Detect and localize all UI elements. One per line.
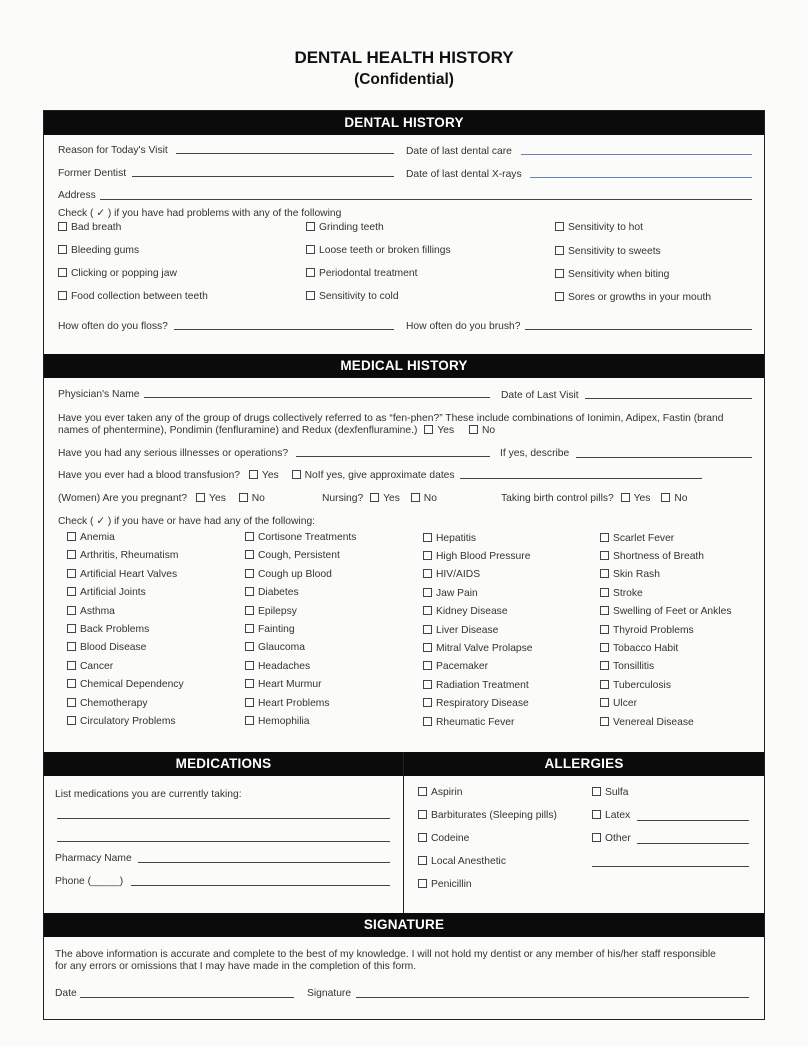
checkbox[interactable] [423,661,432,670]
condition-item[interactable] [600,660,654,673]
dental-problem-item[interactable]: Bleeding gums [58,244,139,257]
condition-item[interactable] [245,678,322,691]
condition-label: Tobacco Habit [613,642,679,654]
checkbox[interactable] [245,569,254,578]
condition-item[interactable] [67,623,149,636]
checkbox[interactable] [555,269,564,278]
checkbox[interactable] [423,643,432,652]
condition-item[interactable] [245,641,305,654]
phone-label: Phone (_____) [55,876,124,887]
checkbox[interactable] [423,625,432,634]
condition-label: Back Problems [80,624,150,635]
allergy-item[interactable]: Sulfa [592,786,628,799]
section-divider [403,752,404,913]
condition-item[interactable] [423,605,508,618]
birth-control-question: Taking birth control pills? Yes No [501,493,688,504]
condition-label: Tonsillitis [613,661,655,673]
date-field[interactable] [80,997,294,998]
condition-item[interactable] [245,549,340,562]
condition-item[interactable] [245,568,332,581]
checkbox[interactable] [592,810,601,819]
allergy-item[interactable]: Other [592,832,631,845]
condition-label: Mitral Valve Prolapse [436,642,533,654]
checkbox[interactable] [58,222,67,231]
condition-item[interactable] [67,715,176,728]
condition-item[interactable] [600,587,643,600]
phone-field[interactable] [131,885,390,886]
condition-label: Cough up Blood [258,568,332,580]
pharmacy-field[interactable] [138,862,390,863]
condition-label: Glaucoma [258,642,305,654]
birth-control-yes-checkbox[interactable] [621,493,630,502]
checkbox[interactable] [600,643,609,652]
condition-label: Heart Problems [258,697,330,709]
condition-label: Venereal Disease [613,716,694,728]
conditions-check-prompt: Check ( ✓ ) if you have or have had any of the following: [58,516,316,527]
checkbox[interactable] [600,533,609,542]
checkbox[interactable] [418,787,427,796]
condition-label: Headaches [258,660,311,672]
condition-item[interactable] [423,642,533,655]
condition-item[interactable] [67,605,115,618]
checkbox[interactable] [423,717,432,726]
condition-label: Thyroid Problems [613,624,694,636]
last-xray-field[interactable] [530,177,752,178]
condition-item[interactable] [245,531,356,544]
condition-label: Chemotherapy [80,697,148,709]
condition-item[interactable] [67,641,146,654]
checkbox[interactable] [67,569,76,578]
checkbox[interactable] [245,587,254,596]
condition-item[interactable] [245,715,310,728]
last-care-field[interactable] [521,154,752,155]
former-dentist-field[interactable] [132,176,394,177]
condition-item[interactable] [600,642,678,655]
pregnant-no-checkbox[interactable] [239,493,248,502]
condition-label: Hepatitis [436,532,477,544]
floss-field[interactable] [174,329,394,330]
brush-field[interactable] [525,329,752,330]
illness-describe-field[interactable] [576,457,752,458]
physician-label: Physician's Name [58,389,140,400]
checkbox[interactable] [418,856,427,865]
last-visit-label: Date of Last Visit [501,390,579,401]
checkbox[interactable] [245,550,254,559]
checkbox[interactable] [306,291,315,300]
nursing-question: Nursing? Yes No [322,493,437,504]
condition-item[interactable] [245,623,295,636]
medications-line-2[interactable] [57,841,390,842]
condition-label: Artificial Joints [80,587,146,599]
latex-field[interactable] [637,820,749,821]
medications-list-label: List medications you are currently taking: [55,789,242,800]
condition-label: Skin Rash [613,569,660,581]
dental-problem-item[interactable]: Sensitivity to sweets [555,245,661,258]
transfusion-question: Have you ever had a blood transfusion? Yes NoIf yes, give approximate dates [58,470,455,481]
signature-header: SIGNATURE [44,913,764,937]
transfusion-yes-checkbox[interactable] [249,470,258,479]
checkbox[interactable] [423,680,432,689]
checkbox[interactable] [600,551,609,560]
date-label: Date [55,988,77,999]
dental-problem-item[interactable]: Loose teeth or broken fillings [306,244,451,257]
checkbox[interactable] [245,642,254,651]
condition-item[interactable] [423,532,476,545]
dental-check-prompt: Check ( ✓ ) if you have had problems with any of the following [58,208,342,219]
condition-label: Stroke [613,587,643,599]
condition-label: Anemia [80,532,115,543]
checkbox[interactable] [418,879,427,888]
dental-problem-item[interactable]: Clicking or popping jaw [58,267,177,280]
checkbox[interactable] [245,532,254,541]
allergies-header: ALLERGIES [404,752,764,776]
pharmacy-label: Pharmacy Name [55,853,132,864]
checkbox[interactable] [418,833,427,842]
condition-item[interactable] [67,697,148,710]
nursing-no-checkbox[interactable] [411,493,420,502]
last-care-label: Date of last dental care [406,146,512,157]
checkbox[interactable] [555,292,564,301]
transfusion-dates-field[interactable] [460,478,702,479]
condition-label: Jaw Pain [436,587,478,599]
condition-item[interactable] [67,660,113,673]
address-field[interactable] [100,199,752,200]
condition-label: Shortness of Breath [613,550,705,562]
checkbox[interactable] [67,661,76,670]
illness-field[interactable] [296,456,490,457]
checkbox[interactable] [306,245,315,254]
checkbox[interactable] [600,717,609,726]
condition-label: Blood Disease [80,642,147,654]
transfusion-no-checkbox[interactable] [292,470,301,479]
checkbox[interactable] [67,532,76,541]
condition-item[interactable] [67,531,115,544]
allergy-item[interactable]: Barbiturates (Sleeping pills) [418,809,557,822]
dental-problem-item[interactable]: Sensitivity to cold [306,290,399,303]
checkbox[interactable] [592,787,601,796]
reason-label: Reason for Today's Visit [58,145,168,156]
condition-label: Fainting [258,624,295,635]
condition-label: Artificial Heart Valves [80,568,178,580]
condition-label: Ulcer [613,698,638,710]
checkbox[interactable] [423,533,432,542]
other-allergy-field-2[interactable] [592,866,749,867]
condition-item[interactable] [423,624,498,637]
checkbox[interactable] [423,698,432,707]
condition-label: HIV/AIDS [436,569,481,581]
condition-item[interactable] [600,679,671,692]
checkbox[interactable] [306,222,315,231]
checkbox[interactable] [67,642,76,651]
medications-line-1[interactable] [57,818,390,819]
medical-history-header: MEDICAL HISTORY [44,354,764,378]
condition-item[interactable] [423,697,529,710]
last-visit-field[interactable] [585,398,752,399]
checkbox[interactable] [67,716,76,725]
pregnant-question: (Women) Are you pregnant? Yes No [58,493,265,504]
checkbox[interactable] [555,222,564,231]
checkbox[interactable] [555,246,564,255]
condition-label: High Blood Pressure [436,550,531,562]
checkbox[interactable] [600,606,609,615]
condition-item[interactable] [600,532,674,545]
checkbox[interactable] [600,625,609,634]
fenphen-question-cont: names of phentermine), Pondimin (fenfluramine) and Redux (dexfenfluramine.) Yes No [58,425,496,436]
medications-header: MEDICATIONS [44,752,403,776]
allergy-item[interactable]: Local Anesthetic [418,855,506,868]
checkbox[interactable] [600,661,609,670]
checkbox[interactable] [245,606,254,615]
condition-item[interactable] [423,550,530,563]
fenphen-yes-checkbox[interactable] [424,425,433,434]
checkbox[interactable] [592,833,601,842]
dental-problem-item[interactable]: Sensitivity to hot [555,221,643,234]
fenphen-question: Have you ever taken any of the group of drugs collectively referred to as “fen-phen?” These include combinations of Ionimin, Adipex, Fastin (brand [58,413,724,424]
checkbox[interactable] [245,624,254,633]
checkbox[interactable] [423,551,432,560]
condition-label: Pacemaker [436,661,489,673]
condition-item[interactable] [600,697,637,710]
checkbox[interactable] [306,268,315,277]
condition-label: Chemical Dependency [80,679,184,691]
condition-label: Cortisone Treatments [258,532,357,543]
physician-field[interactable] [144,397,490,398]
condition-label: Swelling of Feet or Ankles [613,606,732,618]
condition-label: Liver Disease [436,624,499,636]
condition-item[interactable] [423,679,529,692]
condition-item[interactable] [67,586,146,599]
illness-describe-label: If yes, describe [500,448,570,459]
signature-field[interactable] [356,997,749,998]
checkbox[interactable] [600,698,609,707]
floss-label: How often do you floss? [58,321,168,332]
checkbox[interactable] [245,698,254,707]
checkbox[interactable] [67,587,76,596]
condition-item[interactable] [600,568,660,581]
condition-label: Arthritis, Rheumatism [80,550,179,562]
condition-item[interactable] [67,678,184,691]
condition-label: Diabetes [258,587,299,599]
checkbox[interactable] [245,679,254,688]
allergy-item[interactable]: Aspirin [418,786,462,799]
condition-label: Radiation Treatment [436,679,529,691]
checkbox[interactable] [58,245,67,254]
checkbox[interactable] [423,606,432,615]
reason-field[interactable] [176,153,394,154]
condition-label: Circulatory Problems [80,716,176,727]
allergy-item[interactable]: Codeine [418,832,469,845]
form-title: DENTAL HEALTH HISTORY [294,48,514,67]
signature-statement: The above information is accurate and complete to the best of my knowledge. I will not hold my dentist or any member of his/her staff responsible [55,949,716,960]
dental-problem-item[interactable]: Grinding teeth [306,221,384,234]
other-allergy-field[interactable] [637,843,749,844]
condition-item[interactable] [67,568,177,581]
dental-problem-item[interactable]: Sensitivity when biting [555,268,669,281]
condition-item[interactable] [600,550,704,563]
condition-label: Kidney Disease [436,606,508,618]
condition-label: Cancer [80,660,114,672]
condition-item[interactable] [423,587,478,600]
condition-item[interactable] [423,660,488,673]
dental-problem-item[interactable]: Bad breath [58,221,121,234]
condition-item[interactable] [245,660,310,673]
condition-label: Rheumatic Fever [436,716,515,728]
condition-label: Hemophilia [258,716,310,727]
allergy-item[interactable]: Penicillin [418,878,472,891]
checkbox[interactable] [600,569,609,578]
condition-label: Heart Murmur [258,679,322,691]
last-xray-label: Date of last dental X-rays [406,169,522,180]
checkbox[interactable] [245,716,254,725]
condition-item[interactable] [245,586,299,599]
checkbox[interactable] [600,588,609,597]
dental-problem-item[interactable]: Food collection between teeth [58,290,208,303]
condition-item[interactable] [423,568,480,581]
dental-history-header: DENTAL HISTORY [44,111,764,135]
form-subtitle: (Confidential) [354,71,454,88]
nursing-yes-checkbox[interactable] [370,493,379,502]
condition-label: Asthma [80,605,115,617]
condition-item[interactable] [67,549,178,562]
signature-statement-cont: for any errors or omissions that I may have made in the completion of this form. [55,961,417,972]
checkbox[interactable] [418,810,427,819]
address-label: Address [58,190,96,201]
checkbox[interactable] [423,588,432,597]
checkbox[interactable] [67,679,76,688]
condition-label: Respiratory Disease [436,698,529,710]
condition-label: Cough, Persistent [258,550,340,562]
brush-label: How often do you brush? [406,321,521,332]
checkbox[interactable] [67,624,76,633]
condition-label: Scarlet Fever [613,532,675,544]
allergy-item[interactable]: Latex [592,809,630,822]
checkbox[interactable] [67,606,76,615]
former-dentist-label: Former Dentist [58,168,127,179]
condition-label: Tuberculosis [613,679,671,691]
dental-problem-item[interactable]: Periodontal treatment [306,267,417,280]
condition-item[interactable] [600,716,694,729]
condition-item[interactable] [600,624,694,637]
dental-problem-item[interactable]: Sores or growths in your mouth [555,291,711,304]
condition-item[interactable] [245,605,297,618]
checkbox[interactable] [245,661,254,670]
checkbox[interactable] [67,698,76,707]
signature-label: Signature [307,988,352,999]
illness-question: Have you had any serious illnesses or operations? [58,448,289,459]
checkbox[interactable] [423,569,432,578]
condition-item[interactable] [600,605,731,618]
checkbox[interactable] [58,268,67,277]
checkbox[interactable] [67,550,76,559]
condition-item[interactable] [423,716,514,729]
condition-item[interactable] [245,697,330,710]
pregnant-yes-checkbox[interactable] [196,493,205,502]
condition-label: Epilepsy [258,605,297,617]
checkbox[interactable] [600,680,609,689]
fenphen-no-checkbox[interactable] [469,425,478,434]
birth-control-no-checkbox[interactable] [661,493,670,502]
checkbox[interactable] [58,291,67,300]
